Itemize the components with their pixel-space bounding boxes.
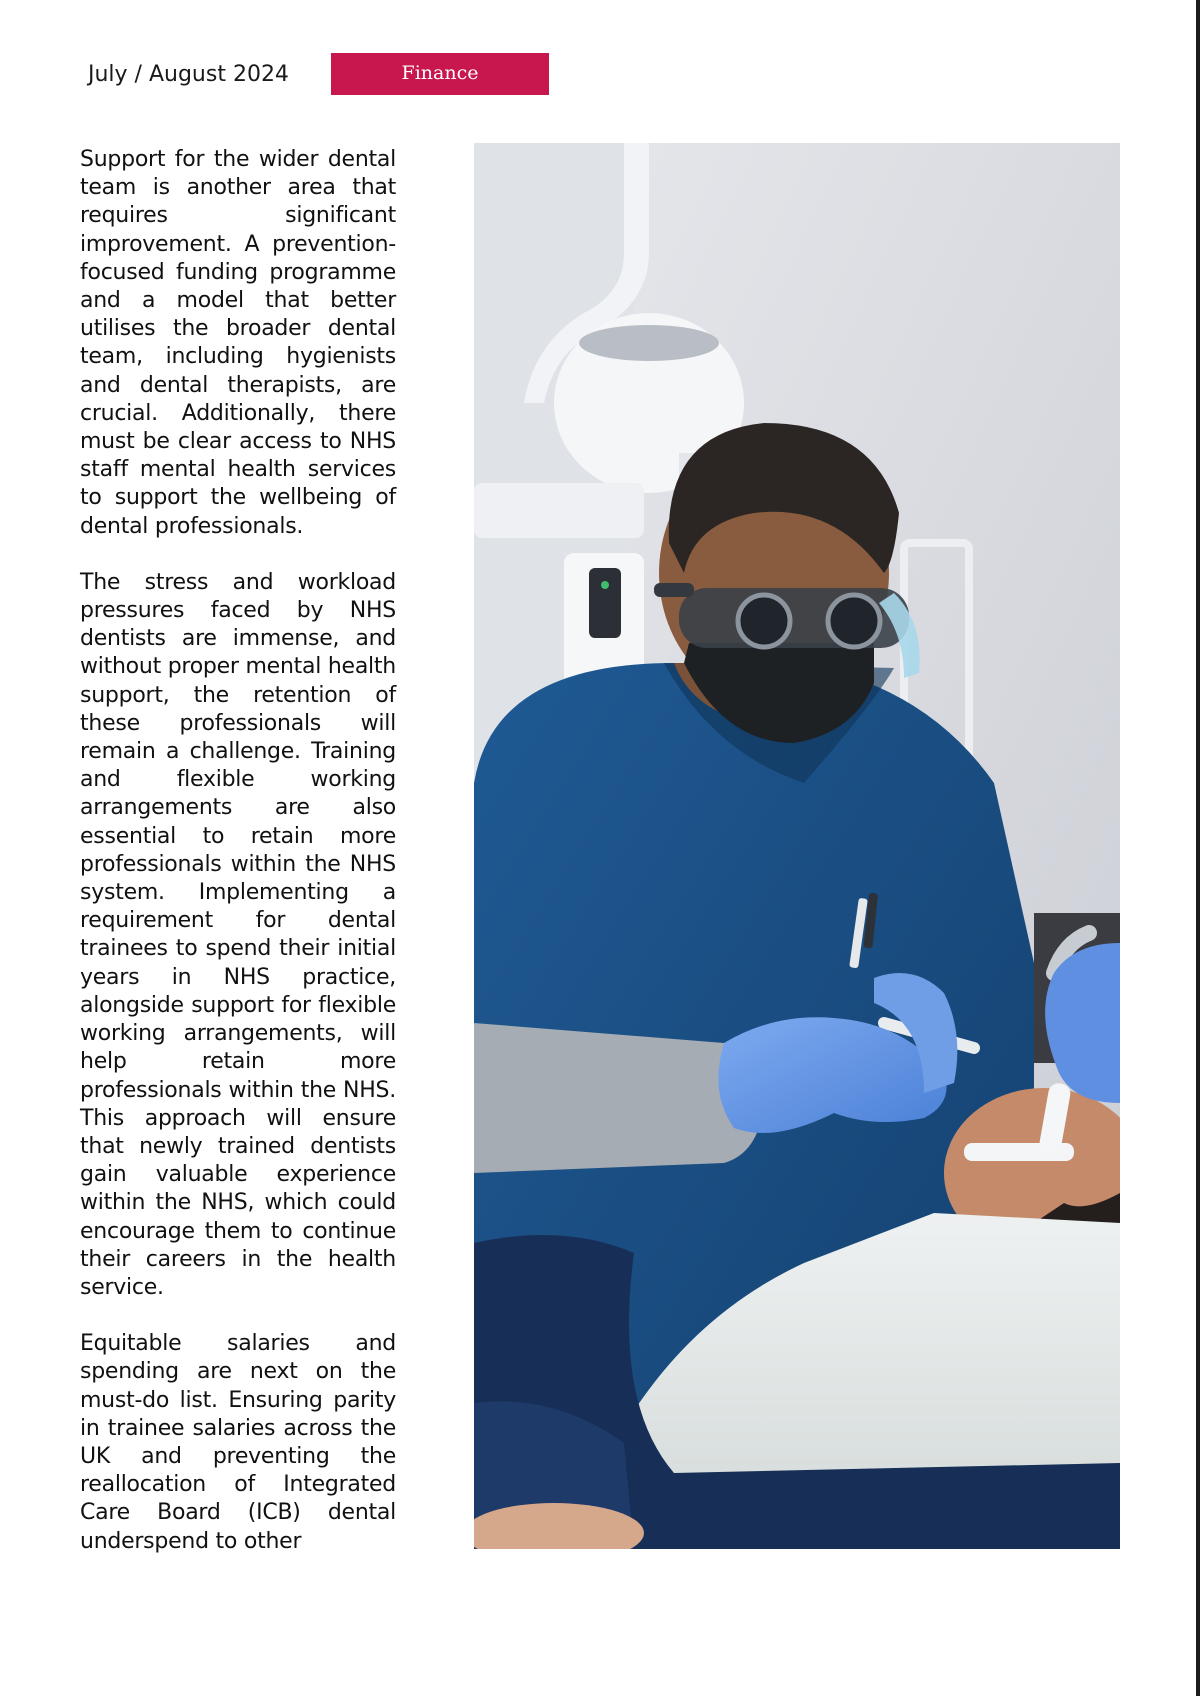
wall-shelf (474, 483, 644, 538)
article-body (80, 146, 396, 1584)
article-photo (474, 143, 1120, 1549)
page-edge-strip (1196, 0, 1200, 1696)
section-tag: Finance (331, 53, 549, 95)
article-paragraph: The stress and workload pressures faced by NHS dentists are immense, and without proper mental health support, the retention of these professionals will remain a challenge. Training and flexible working arrangements are also essential to retain more professionals within the NHS system. Implementing a requirement for dental trainees to spend their initial years in NHS practice, alongside support for flexible working arrangements, will help retain more professionals within the NHS. This approach will ensure that newly trained dentists gain valuable experience within the NHS, which could encourage them to continue their careers in the health service. (80, 569, 396, 1300)
dentist-photo-illustration (474, 143, 1120, 1549)
issue-date: July / August 2024 (88, 62, 289, 87)
article-paragraph: Equitable salaries and spending are next on the must-do list. Ensuring parity in trainee salaries across the UK and preventing the reallocation of Integrated Care Board (ICB) dental underspend to other (80, 1331, 396, 1554)
article-paragraph: Support for the wider dental team is another area that requires significant improvement. A prevention-focused funding programme and a model that better utilises the broader dental team, including hygienists and dental therapists, are crucial. Additionally, there must be clear access to NHS staff mental health services to support the wellbeing of dental professionals. (80, 147, 396, 539)
